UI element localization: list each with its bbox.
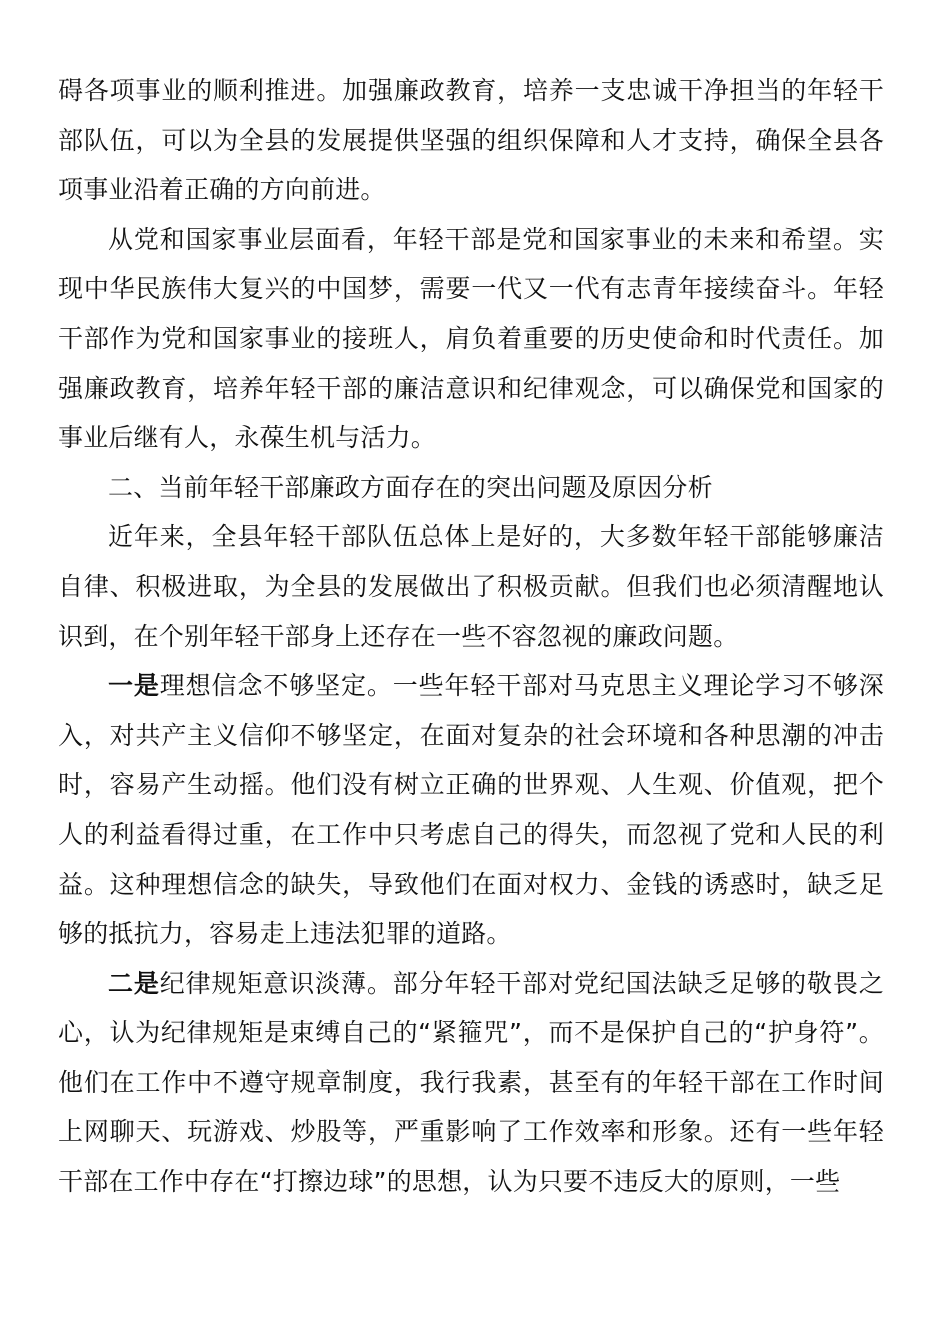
paragraph-point-one: [58, 661, 884, 959]
document-page: [58, 66, 884, 1207]
paragraph-text: 碍各项事业的顺利推进。加强廉政教育，培养一支忠诚干净担当的年轻干部队伍，可以为全县的发展提供坚强的组织保障和人才支持，确保全县各项事业沿着正确的方向前进。: [58, 76, 884, 205]
paragraph-text: 从党和国家事业层面看，年轻干部是党和国家事业的未来和希望。实现中华民族伟大复兴的中国梦，需要一代又一代有志青年接续奋斗。年轻干部作为党和国家事业的接班人，肩负着重要的历史使命和时代责任。加强廉政教育，培养年轻干部的廉洁意识和纪律观念，可以确保党和国家的事业后继有人，永葆生机与活力。: [58, 224, 884, 453]
point-lead: 一是: [108, 671, 160, 701]
paragraph-text: 近年来，全县年轻干部队伍总体上是好的，大多数年轻干部能够廉洁自律、积极进取，为全县的发展做出了积极贡献。但我们也必须清醒地认识到，在个别年轻干部身上还存在一些不容忽视的廉政问题。: [58, 522, 884, 651]
heading-text: 二、当前年轻干部廉政方面存在的突出问题及原因分析: [108, 472, 713, 502]
paragraph-national-level: [58, 215, 884, 463]
paragraph-point-two: [58, 959, 884, 1207]
section-heading: [58, 463, 884, 513]
paragraph-overview: [58, 512, 884, 661]
point-lead: 二是: [108, 968, 160, 998]
paragraph-continuation: [58, 66, 884, 215]
paragraph-text: 纪律规矩意识淡薄。部分年轻干部对党纪国法缺乏足够的敬畏之心，认为纪律规矩是束缚自己的“紧箍咒”，而不是保护自己的“护身符”。他们在工作中不遵守规章制度，我行我素，甚至有的年轻干部在工作时间上网聊天、玩游戏、炒股等，严重影响了工作效率和形象。还有一些年轻干部在工作中存在“打擦边球”的思想，认为只要不违反大的原则，一些: [58, 968, 884, 1197]
paragraph-text: 理想信念不够坚定。一些年轻干部对马克思主义理论学习不够深入，对共产主义信仰不够坚定，在面对复杂的社会环境和各种思潮的冲击时，容易产生动摇。他们没有树立正确的世界观、人生观、价值观，把个人的利益看得过重，在工作中只考虑自己的得失，而忽视了党和人民的利益。这种理想信念的缺失，导致他们在面对权力、金钱的诱惑时，缺乏足够的抵抗力，容易走上违法犯罪的道路。: [58, 671, 884, 949]
